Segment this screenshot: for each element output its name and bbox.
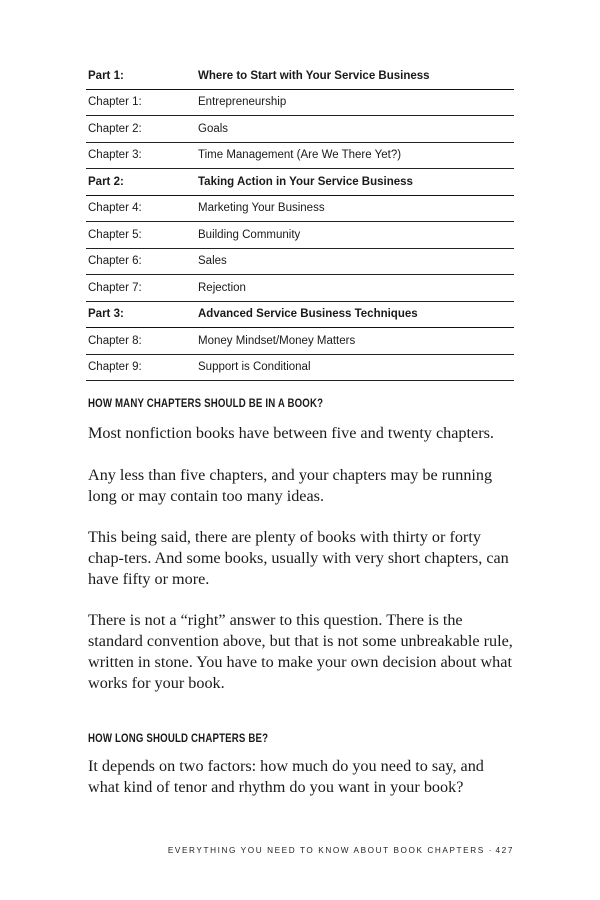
toc-label: Part 2: — [86, 169, 198, 196]
toc-title: Where to Start with Your Service Business — [198, 63, 514, 89]
toc-title: Entrepreneurship — [198, 89, 514, 116]
toc-title: Advanced Service Business Techniques — [198, 301, 514, 328]
toc-chapter-row — [86, 116, 514, 143]
toc-title: Marketing Your Business — [198, 195, 514, 222]
toc-label: Chapter 9: — [86, 354, 198, 381]
toc-part-row — [86, 169, 514, 196]
paragraph: There is not a “right” answer to this question. There is the standard convention above, but that is not some unbreakable rule, written in stone. You have to make your own decision about what works for your book. — [88, 611, 513, 692]
paragraph: Any less than five chapters, and your chapters may be running long or may contain too many ideas. — [88, 466, 493, 505]
toc-chapter-row — [86, 195, 514, 222]
toc-title: Rejection — [198, 275, 514, 302]
toc-chapter-row — [86, 354, 514, 381]
toc-chapter-row — [86, 328, 514, 355]
toc-chapter-row — [86, 222, 514, 249]
toc-title: Time Management (Are We There Yet?) — [198, 142, 514, 169]
paragraph: It depends on two factors: how much do you need to say, and what kind of tenor and rhythm do you want in your book? — [88, 757, 484, 796]
running-title: EVERYTHING YOU NEED TO KNOW ABOUT BOOK CHAPTERS — [167, 846, 485, 855]
running-footer — [168, 846, 514, 855]
toc-chapter-row — [86, 142, 514, 169]
toc-title: Sales — [198, 248, 514, 275]
toc-label: Part 1: — [86, 63, 198, 89]
toc-chapter-row — [86, 275, 514, 302]
toc-label: Chapter 7: — [86, 275, 198, 302]
section-heading-chapter-length: HOW LONG SHOULD CHAPTERS BE? — [88, 733, 269, 745]
toc-part-row — [86, 301, 514, 328]
toc-label: Part 3: — [86, 301, 198, 328]
toc-title: Support is Conditional — [198, 354, 514, 381]
paragraph: Most nonfiction books have between five and twenty chapters. — [88, 424, 494, 442]
toc-chapter-row — [86, 248, 514, 275]
toc-title: Taking Action in Your Service Business — [198, 169, 514, 196]
toc-label: Chapter 5: — [86, 222, 198, 249]
toc-label: Chapter 3: — [86, 142, 198, 169]
table-of-contents — [86, 63, 514, 381]
toc-label: Chapter 6: — [86, 248, 198, 275]
toc-title: Building Community — [198, 222, 514, 249]
paragraph: This being said, there are plenty of books with thirty or forty chap-ters. And some books, usually with very short chapters, can have fifty or more. — [88, 528, 509, 588]
toc-title: Money Mindset/Money Matters — [198, 328, 514, 355]
toc-label: Chapter 2: — [86, 116, 198, 143]
toc-part-row — [86, 63, 514, 89]
toc-label: Chapter 4: — [86, 195, 198, 222]
toc-label: Chapter 8: — [86, 328, 198, 355]
toc-label: Chapter 1: — [86, 89, 198, 116]
page-number: 427 — [495, 846, 514, 855]
footer-separator: · — [488, 846, 492, 855]
toc-chapter-row — [86, 89, 514, 116]
section-heading-chapter-count: HOW MANY CHAPTERS SHOULD BE IN A BOOK? — [88, 398, 324, 410]
toc-title: Goals — [198, 116, 514, 143]
